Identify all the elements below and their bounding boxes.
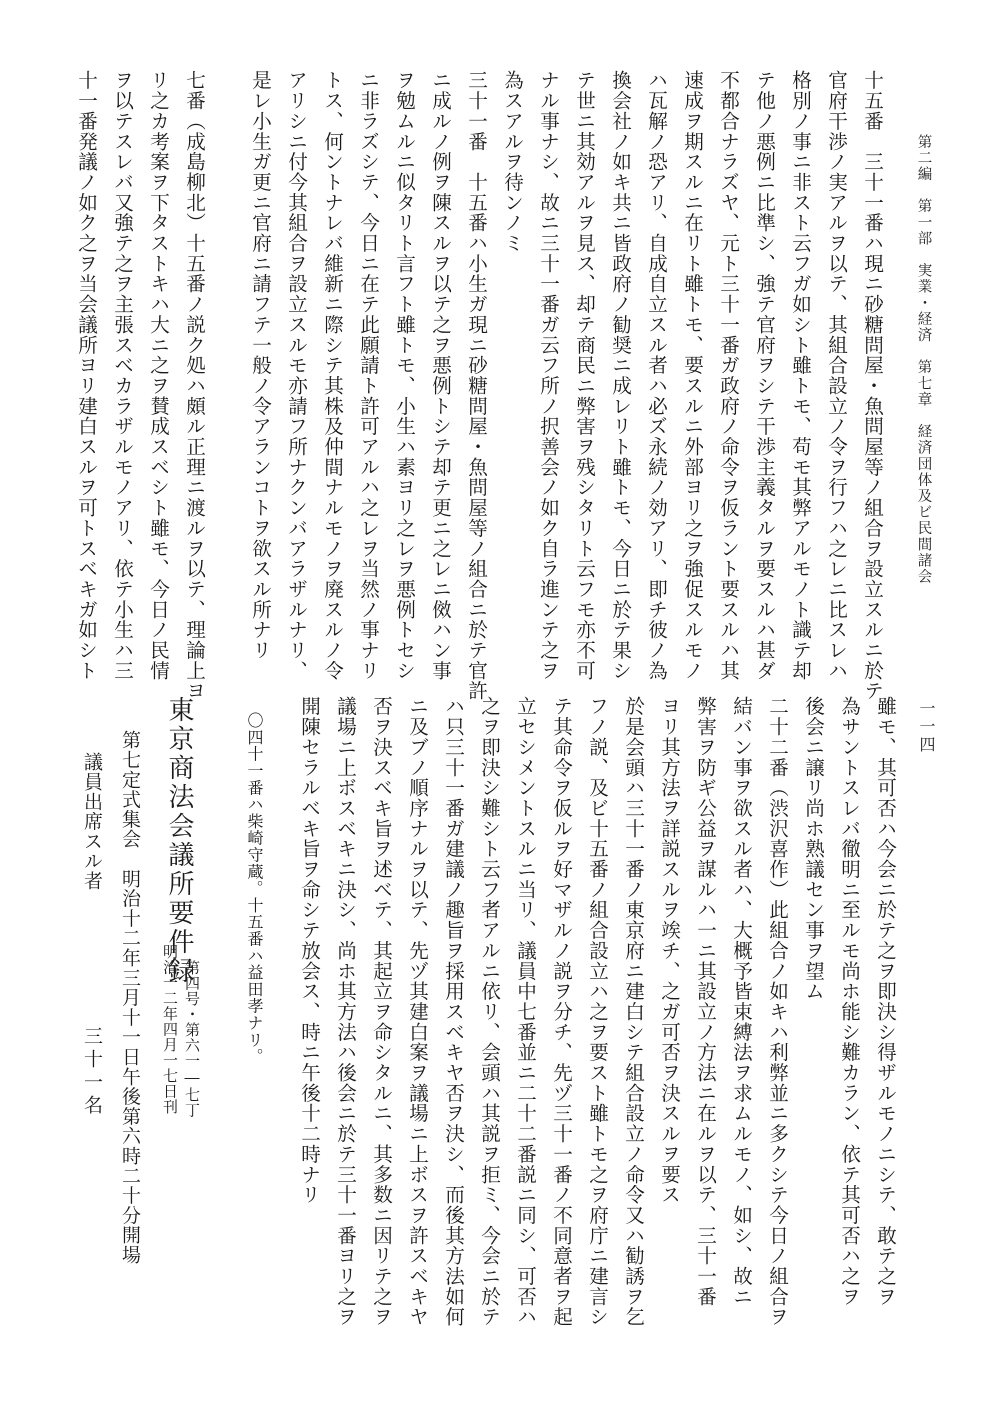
upper-line: 十五番 三十一番ハ現ニ砂糖問屋・魚問屋等ノ組合ヲ設立スルニ於テ: [860, 70, 884, 701]
upper-line: リ之カ考案ヲ下タストキハ大ニ之ヲ賛成スベシト雖モ、今日ノ民情: [146, 70, 170, 681]
upper-line: ナル事ナシ、故ニ三十一番ガ云フ所ノ択善会ノ如ク自ラ進ンテ之ヲ: [536, 70, 560, 681]
upper-line: トス、何ントナレバ維新ニ際シテ其株及仲間ナルモノヲ廃スルノ令: [320, 70, 344, 681]
upper-line: ヲ勉ムルニ似タリト言フト雖トモ、小生ハ素ヨリ之レヲ悪例トセシ: [392, 70, 416, 681]
meeting-line: 第七定式集会 明治十二年三月十一日午後第六時二十分開場: [119, 730, 141, 1265]
upper-line: ニ成ルノ例ヲ陳スルヲ以テ之ヲ悪例トシテ却テ更ニ之レニ傚ハン事: [428, 70, 452, 681]
lower-line: 於是会頭ハ三十一番ノ東京府ニ建白シテ組合設立ノ命令又ハ勧誘ヲ乞: [621, 696, 645, 1327]
lower-line: 結バン事ヲ欲スル者ハ、大概予皆束縛法ヲ求ムルモノ、如シ、故ニ: [729, 696, 753, 1307]
lower-line: 開陳セラルベキ旨ヲ命シテ放会ス、時ニ午後十二時ナリ: [297, 696, 321, 1205]
upper-line: テ他ノ悪例ニ比準シ、強テ官府ヲシテ干渉主義タルヲ要スルハ甚ダ: [752, 70, 776, 681]
upper-line: 七番（成島柳北）十五番ノ説ク処ハ頗ル正理ニ渡ルヲ以テ、理論上ヨ: [182, 70, 206, 701]
upper-line: アリシニ付今其組合ヲ設立スルモ亦請フ所ナクンバアラザルナリ、: [284, 70, 308, 681]
lower-line: 弊害ヲ防ギ公益ヲ謀ルハ一ニ其設立ノ方法ニ在ルヲ以テ、三十一番: [693, 696, 717, 1307]
upper-line: 速成ヲ期スルニ在リト雖トモ、要スルニ外部ヨリ之ヲ強促スルモノ: [680, 70, 704, 681]
document-title: 東京商法会議所要件録: [164, 696, 194, 986]
upper-line: ニ非ラズシテ、今日ニ在テ此願請ト許可アルハ之レヲ当然ノ事ナリ: [356, 70, 380, 681]
lower-line: 之ヲ即決シ難シト云フ者アルニ依リ、会頭ハ其説ヲ拒ミ、今会ニ於テ: [477, 696, 501, 1327]
note-line: 〇四十一番ハ柴崎守蔵。十五番ハ益田孝ナリ。: [245, 712, 264, 1065]
upper-line: 不都合ナラズヤ、元ト三十一番ガ政府ノ命令ヲ仮ラント要スルハ其: [716, 70, 740, 681]
lower-line: 議場ニ上ボスベキニ決シ、尚ホ其方法ハ後会ニ於テ三十一番ヨリ之ヲ: [333, 696, 357, 1327]
upper-line: 三十一番 十五番ハ小生ガ現ニ砂糖問屋・魚問屋等ノ組合ニ於テ官許: [464, 70, 488, 701]
lower-line: フノ説、及ビ十五番ノ組合設立ハ之ヲ要スト雖トモ之ヲ府庁ニ建言シ: [585, 696, 609, 1327]
lower-line: 雖モ、其可否ハ今会ニ於テ之ヲ即決シ得ザルモノニシテ、敢テ之ヲ: [873, 696, 897, 1307]
running-head: 第二編 第一部 実業・経済 第七章 経済団体及ビ民間諸会: [915, 134, 932, 585]
attendance-label: 議員出席スル者: [81, 752, 103, 891]
lower-line: 後会ニ譲リ尚ホ熟議セン事ヲ望ム: [801, 696, 825, 1002]
page-number: 一一四: [917, 700, 936, 754]
lower-line: 否ヲ決スベキ旨ヲ述ベテ、其起立ヲ命シタルニ、其多数ニ因リテ之ヲ: [369, 696, 393, 1327]
lower-line: 立セシメントスルニ当リ、議員中七番並ニ二十二番説ニ同シ、可否ハ: [513, 696, 537, 1327]
upper-line: ヲ以テスレバ又強テ之ヲ主張スベカラザルモノアリ、依テ小生ハ三: [110, 70, 134, 681]
issue-date: 明治一二年四月一七日刊: [161, 944, 179, 1115]
upper-line: 官府干渉ノ実アルヲ以テ、其組合設立ノ令ヲ行フハ之レニ比スレハ: [824, 70, 848, 681]
upper-line: 十一番発議ノ如ク之ヲ当会議所ヨリ建白スルヲ可トスベキガ如シト: [74, 70, 98, 681]
lower-line: ヨリ其方法ヲ詳説スルヲ竢チ、之ガ可否ヲ決スルヲ要ス: [657, 696, 681, 1205]
issue-info: 第四号・第六一―七丁: [183, 960, 201, 1118]
lower-line: ハ只三十一番ガ建議ノ趣旨ヲ採用スベキヤ否ヲ決シ、而後其方法如何: [441, 696, 465, 1327]
lower-line: テ其命令ヲ仮ルヲ好マザルノ説ヲ分チ、先ヅ三十一番ノ不同意者ヲ起: [549, 696, 573, 1327]
upper-line: 格別ノ事ニ非スト云フガ如シト雖トモ、苟モ其弊アルモノト識テ却: [788, 70, 812, 681]
upper-line: 換会社ノ如キ共ニ皆政府ノ勧奨ニ成レリト雖トモ、今日ニ於テ果シ: [608, 70, 632, 681]
lower-line: 二十二番（渋沢喜作）此組合ノ如キハ利弊並ニ多クシテ今日ノ組合ヲ: [765, 696, 789, 1327]
lower-line: 為サントスレバ徹明ニ至ルモ尚ホ能シ難カラン、依テ其可否ハ之ヲ: [837, 696, 861, 1307]
upper-line: ハ瓦解ノ恐アリ、自成自立スル者ハ必ズ永続ノ効アリ、即チ彼ノ為: [644, 70, 668, 681]
lower-line: ニ及ブノ順序ナルヲ以テ、先ヅ其建白案ヲ議場ニ上ボスヲ許スベキヤ: [405, 696, 429, 1327]
upper-line: 為スアルヲ待ンノミ: [500, 70, 524, 254]
attendance-count: 三十一名: [81, 1026, 103, 1118]
upper-line: 是レ小生ガ更ニ官府ニ請フテ一般ノ令アランコトヲ欲スル所ナリ: [248, 70, 272, 661]
upper-line: テ世ニ其効アルヲ見ス、却テ商民ニ弊害ヲ残シタリト云フモ亦不可: [572, 70, 596, 681]
